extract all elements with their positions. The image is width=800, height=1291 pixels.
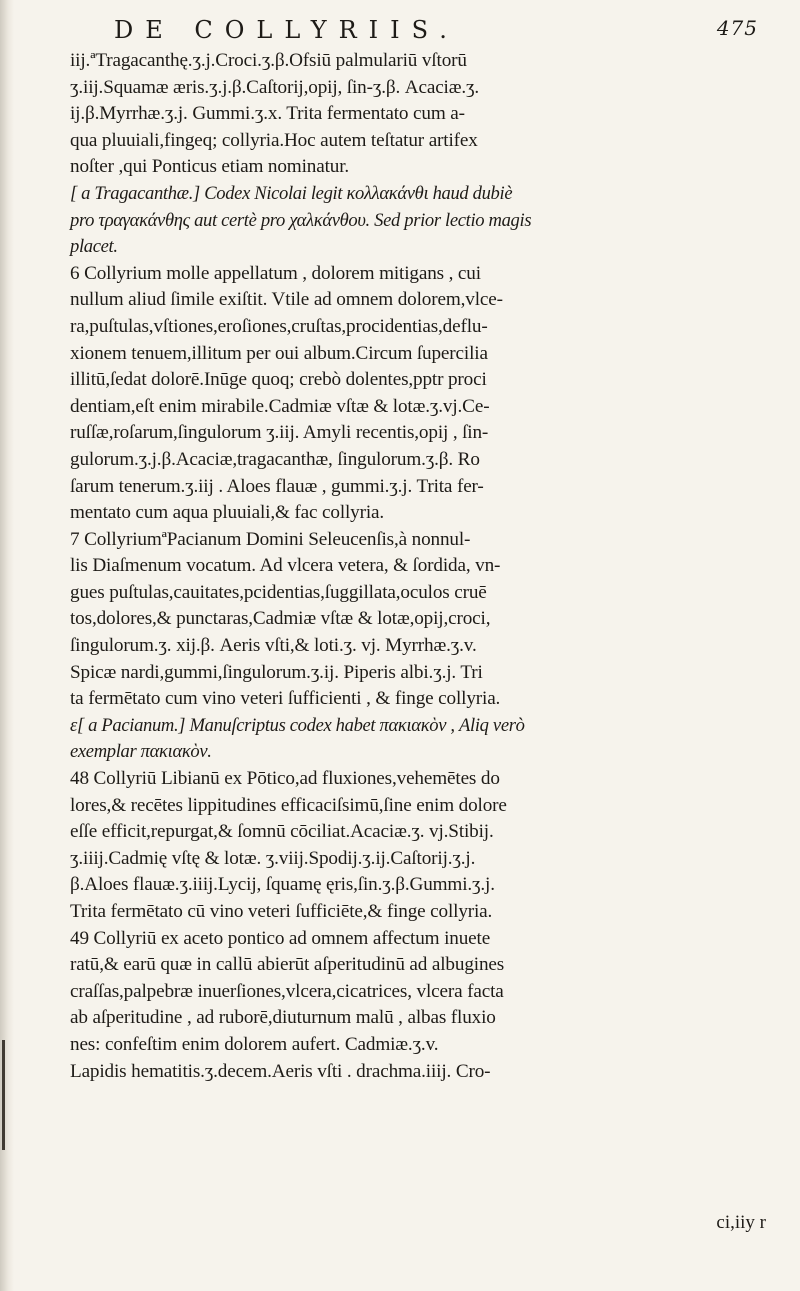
running-head [70, 14, 770, 48]
text-line: lis Diaſmenum vocatum. Ad vlcera vetera, & ſordida, vn- [70, 555, 501, 577]
text-line: ta fermētato cum vino veteri ſufficienti , & finge collyria. [70, 688, 501, 710]
recipe-heading-line: 7 CollyriumªPacianum Domini Seleucenſis,à nonnul- [70, 528, 471, 550]
text-line: eſſe efficit,repurgat,& ſomnū cōciliat.Acaciæ.ʒ. vj.Stibij. [70, 821, 494, 843]
edge-mark [2, 1040, 5, 1150]
text-line: ra,puſtulas,vſtiones,eroſiones,cruſtas,procidentias,deflu- [70, 315, 488, 337]
annotation-line: exemplar πακιακὸν. [70, 741, 212, 763]
text-line: gues puſtulas,cauitates,pcidentias,ſuggillata,oculos cruē [70, 581, 487, 603]
annotation-line: [ a Tragacanthæ.] Codex Nicolai legit κολλακάνθι haud dubiè [70, 182, 513, 204]
text-line: Trita fermētato cū vino veteri ſufficiēte,& finge collyria. [70, 901, 493, 922]
text-line: nes: confeſtim enim dolorem aufert. Cadmiæ.ʒ.v. [70, 1033, 439, 1055]
recipe-heading-line: 48 Collyriū Libianū ex Pōtico,ad fluxiones,vehemētes do [70, 768, 500, 790]
text-line: iij.ªTragacanthę.ʒ.j.Croci.ʒ.β.Ofsiū palmulariū vſtorū [70, 50, 467, 71]
text-line: ſarum tenerum.ʒ.iij . Aloes flauæ , gummi.ʒ.j. Trita fer- [70, 475, 484, 497]
running-head-title: DE COLLYRIIS. [114, 16, 459, 44]
text-line: ratū,& earū quæ in callū abierūt aſperitudinū ad albugines [70, 954, 505, 976]
text-line: ab aſperitudine , ad ruborē,diuturnum malū , albas fluxio [70, 1007, 496, 1029]
text-line: Spicæ nardi,gummi,ſingulorum.ʒ.ij. Piperis albi.ʒ.j. Tri [70, 661, 483, 683]
text-block [70, 14, 770, 1085]
text-line: tos,dolores,& punctaras,Cadmiæ vſtæ & lotæ,opij,croci, [70, 608, 491, 630]
text-line: noſter ,qui Ponticus etiam nominatur. [70, 156, 350, 178]
text-line: lores,& recētes lippitudines efficaciſsimū,ſine enim dolore [70, 794, 507, 816]
text-line: illitū,ſedat dolorē.Inūge quoq; crebò dolentes,pptr proci [70, 369, 487, 391]
text-line: mentato cum aqua pluuiali,& fac collyria. [70, 502, 385, 524]
text-line: dentiam,eſt enim mirabile.Cadmiæ vſtæ & lotæ.ʒ.vj.Ce- [70, 395, 490, 417]
annotation-line: ε[ a Pacianum.] Manuſcriptus codex habet πακιακὸν , Aliq verò [70, 714, 525, 736]
text-line: nullum aliud ſimile exiſtit. Vtile ad omnem dolorem,vlce- [70, 289, 503, 311]
page-number: 475 [716, 16, 758, 40]
recipe-heading-line: 6 Collyrium molle appellatum , dolorem mitigans , cui [70, 262, 481, 284]
text-line: ruſſæ,roſarum,ſingulorum ʒ.iij. Amyli recentis,opij , ſin- [70, 422, 489, 444]
text-line: ij.β.Myrrhæ.ʒ.j. Gummi.ʒ.x. Trita fermentato cum a- [70, 103, 465, 125]
catchword: ci,iiy r [716, 1212, 766, 1233]
text-line: gulorum.ʒ.j.β.Acaciæ,tragacanthæ, ſingulorum.ʒ.β. Ro [70, 448, 480, 470]
text-line: xionem tenuem,illitum per oui album.Circum ſupercilia [70, 342, 488, 364]
text-line: β.Aloes flauæ.ʒ.iiij.Lycij, ſquamę ęris,ſin.ʒ.β.Gummi.ʒ.j. [70, 874, 495, 896]
text-line: craſſas,palpebræ inuerſiones,vlcera,cicatrices, vlcera facta [70, 980, 504, 1002]
text-line: Lapidis hematitis.ʒ.decem.Aeris vſti . drachma.iiij. Cro- [70, 1060, 491, 1082]
recipe-heading-line: 49 Collyriū ex aceto pontico ad omnem affectum inuete [70, 927, 491, 949]
annotation-line: pro τραγακάνθης aut certè pro χαλκάνθου. Sed prior lectio magis [70, 209, 532, 231]
text-line: qua pluuiali,fingeq; collyria.Hoc autem teſtatur artifex [70, 129, 478, 151]
text-line: ʒ.iiij.Cadmię vſtę & lotæ. ʒ.viij.Spodij.ʒ.ij.Caſtorij.ʒ.j. [70, 847, 476, 869]
text-line: ʒ.iij.Squamæ æris.ʒ.j.β.Caſtorij,opij, ſin-ʒ.β. Acaciæ.ʒ. [70, 76, 480, 98]
annotation-line: placet. [70, 236, 118, 258]
text-line: ſingulorum.ʒ. xij.β. Aeris vſti,& loti.ʒ. vj. Myrrhæ.ʒ.v. [70, 635, 477, 657]
